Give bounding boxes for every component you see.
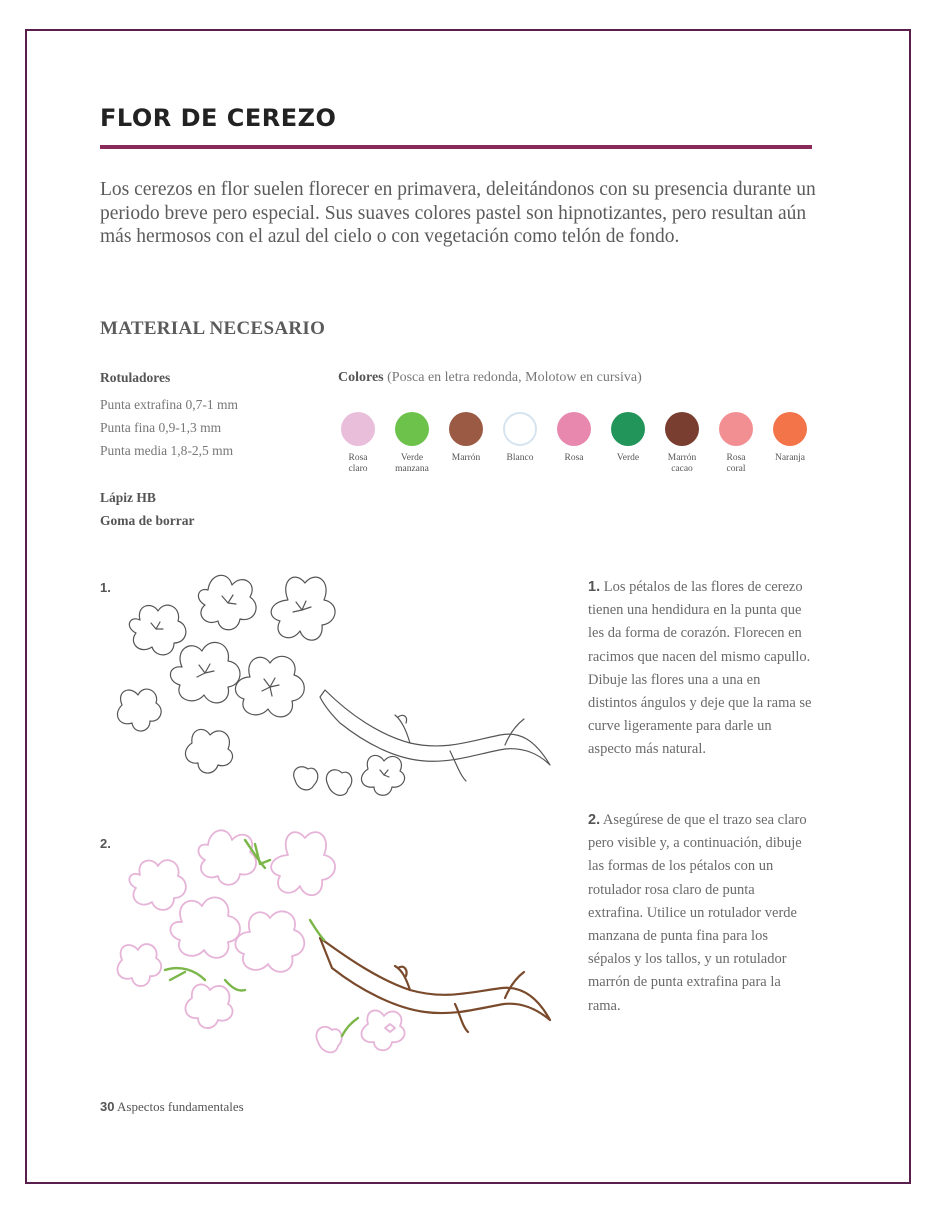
- step-2-number: 2.: [100, 836, 111, 851]
- color-swatch-label: Marrón: [451, 453, 481, 463]
- marker-item: Punta fina 0,9-1,3 mm: [100, 420, 222, 435]
- color-swatch: [395, 412, 429, 446]
- color-swatch: [557, 412, 591, 446]
- color-swatch-label: Naranja: [774, 453, 806, 463]
- step-2-text: 2. Asegúrese de que el trazo sea claro pero visible y, a continuación, dibuje las formas de los pétalos con un rotulador rosa claro de punta extrafina. Utilice un rotulador verde manzana de punta fina para los sépalos y los tallos, y un rotulador marrón de punta extrafina para la rama.: [588, 812, 807, 1014]
- color-swatch-label: Verde manzana: [395, 453, 429, 474]
- color-swatch-label: Rosa claro: [348, 453, 368, 474]
- colored-flower: [271, 832, 335, 895]
- footer-section: Aspectos fundamentales: [114, 1099, 244, 1114]
- colored-flower: [185, 984, 232, 1028]
- colored-sepal: [225, 980, 245, 991]
- color-swatch-label: Rosa: [564, 453, 584, 463]
- colored-sepal: [310, 920, 324, 940]
- color-swatch: [503, 412, 537, 446]
- colors-heading: [338, 370, 642, 386]
- color-swatch-label: Rosa coral: [726, 453, 746, 474]
- color-swatch-label: Marrón cacao: [667, 453, 697, 474]
- step-1-lead: 1.: [588, 579, 601, 595]
- sketch-flower: [198, 575, 256, 629]
- color-swatch-label: Blanco: [506, 453, 534, 463]
- extra-item-eraser: Goma de borrar: [100, 513, 195, 528]
- page-title: FLOR DE CEREZO: [100, 104, 337, 132]
- step-2-lead: 2.: [588, 812, 601, 828]
- color-swatch: [449, 412, 483, 446]
- colored-sepal: [342, 1018, 358, 1036]
- sketch-flower: [235, 656, 304, 717]
- colored-sepal: [245, 840, 270, 868]
- markers-list: [100, 393, 238, 462]
- intro-paragraph: Los cerezos en flor suelen florecer en primavera, deleitándonos con su presencia durante un periodo breve pero especial. Sus suaves colores pastel son hipnotizantes, pero resultan aún más hermosos con el azul del cielo o con vegetación como telón de fondo.: [100, 179, 816, 247]
- colored-flower: [170, 897, 240, 957]
- sketch-bud: [326, 770, 351, 796]
- extra-item-pencil: Lápiz HB: [100, 490, 156, 505]
- step-1-text: 1. Los pétalos de las flores de cerezo tienen una hendidura en la punta que les da forma de corazón. Florecen en racimos que nacen del mismo capullo. Dibuje las flores una a una en distintos ángulos y deje que la rama se curve ligeramente para darle un aspecto más natural.: [588, 579, 812, 758]
- extras-list: [100, 486, 194, 532]
- color-swatch: [341, 412, 375, 446]
- marker-item: Punta extrafina 0,7-1 mm: [100, 397, 238, 412]
- markers-heading: Rotuladores: [100, 370, 171, 385]
- color-swatch: [719, 412, 753, 446]
- colored-flower: [117, 944, 161, 986]
- title-underline: [100, 145, 812, 149]
- materials-heading: MATERIAL NECESARIO: [100, 318, 326, 339]
- colored-flower: [198, 830, 256, 884]
- colors-title: Colores: [338, 370, 384, 385]
- color-illustration: [110, 820, 560, 1070]
- sketch-flower: [271, 577, 335, 640]
- colored-flower: [129, 860, 186, 910]
- colored-bud: [316, 1027, 341, 1053]
- page-footer: [100, 1099, 244, 1115]
- color-swatch: [665, 412, 699, 446]
- sketch-flower: [117, 689, 161, 731]
- colored-flower: [235, 911, 304, 972]
- sketch-flower: [361, 755, 404, 795]
- step-1-number: 1.: [100, 580, 111, 595]
- colors-note: (Posca en letra redonda, Molotow en cursiva): [383, 370, 642, 385]
- colored-flower: [361, 1010, 404, 1050]
- sketch-flower: [129, 605, 186, 655]
- color-swatch: [773, 412, 807, 446]
- marker-item: Punta media 1,8-2,5 mm: [100, 443, 234, 458]
- page-number: 30: [100, 1099, 115, 1114]
- colored-sepal: [165, 968, 205, 980]
- color-swatch-label: Verde: [616, 453, 640, 463]
- sketch-flower: [170, 642, 240, 702]
- sketch-flower: [185, 729, 232, 773]
- sketch-illustration: [110, 565, 560, 815]
- sketch-bud: [294, 767, 318, 790]
- color-swatch: [611, 412, 645, 446]
